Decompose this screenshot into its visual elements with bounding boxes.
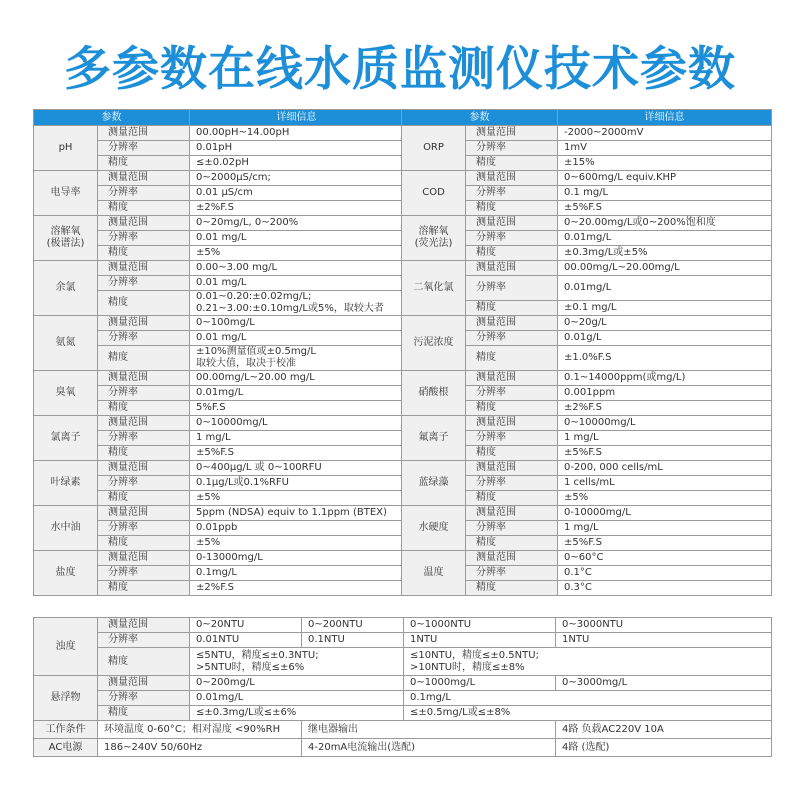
parameter-name-line: 溶解氧 [418,226,449,237]
sub-item: 测量范围 [98,416,190,431]
sub-item: 精度 [98,346,190,371]
parameter-name [34,261,98,316]
detail-value [404,648,772,676]
parameter-name-line: pH [58,142,73,153]
detail-value: ±5%F.S [558,446,772,461]
parameter-name [402,371,466,416]
parameter-name [402,461,466,506]
sub-item: 精度 [466,201,558,216]
parameter-name-line: (荧光法) [414,238,453,249]
sub-item: 分辨率 [98,231,190,246]
spec-table [33,109,771,756]
sub-item: 精度 [466,301,558,316]
detail-value: 0~20.00mg/L或0~200%饱和度 [558,216,772,231]
table-row [34,691,772,706]
table-row [402,171,772,186]
sub-item: 测量范围 [98,171,190,186]
sub-item: 分辨率 [98,476,190,491]
sub-item: 分辨率 [98,566,190,581]
sub-item: 分辨率 [466,476,558,491]
bottom-table [33,617,772,757]
detail-value: 5%F.S [190,401,404,416]
detail-value: 0-10000mg/L [558,506,772,521]
detail-value: ±2%F.S [190,581,404,596]
sub-item: 分辨率 [98,331,190,346]
parameter-name [402,171,466,216]
detail-value: -2000~2000mV [558,126,772,141]
detail-value: ±0.1 mg/L [558,301,772,316]
detail-value: 0.01g/L [558,331,772,346]
detail-value: 0.01 mg/L [190,276,404,291]
table-row [34,739,772,757]
left-spec-table [33,109,403,596]
footer-label-2: 4-20mA电流输出(选配) [302,739,556,757]
detail-value: ≤±0.02pH [190,156,404,171]
right-spec-table [401,109,771,596]
footer-value-2: 4路 负载AC220V 10A [556,721,772,739]
detail-value: 0.1mg/L [190,566,404,581]
sub-item: 分辨率 [98,521,190,536]
detail-value: 0~3000NTU [556,618,772,633]
detail-value: 0.01ppb [190,521,404,536]
parameter-name [402,316,466,371]
parameter-name-line: 温度 [423,567,444,578]
detail-value: 0~1000NTU [404,618,556,633]
parameter-name-line: 污泥浓度 [413,337,454,348]
detail-value-line: >5NTU时，精度≤±6% [196,661,305,673]
sub-item: 测量范围 [98,618,190,633]
detail-value: ±5% [190,491,404,506]
parameter-name [34,551,98,596]
table-row [34,371,404,386]
detail-value: 1NTU [556,633,772,648]
header-row [402,110,772,126]
detail-value: 0.1mg/L [404,691,772,706]
parameter-name-line: 蓝绿藻 [418,477,449,488]
parameter-name-line: 余氯 [55,282,76,293]
sub-item: 分辨率 [98,386,190,401]
table-row [34,216,404,231]
detail-value: 1 mg/L [558,521,772,536]
detail-value: 0~3000mg/L [556,676,772,691]
parameter-name-line: 氟离子 [418,432,449,443]
sub-item: 分辨率 [98,431,190,446]
detail-value: 0.01 μS/cm [190,186,404,201]
detail-value: ±5% [190,246,404,261]
sub-item: 分辨率 [466,186,558,201]
parameter-name-line: 氨氮 [55,337,76,348]
parameter-name-line: 电导率 [50,187,81,198]
detail-value: 0.1 mg/L [558,186,772,201]
parameter-name-line: ORP [423,142,444,153]
sub-item: 测量范围 [466,316,558,331]
parameter-name-line: 溶解氧 [50,226,81,237]
table-row [402,371,772,386]
detail-value: 00.00pH~14.00pH [190,126,404,141]
detail-value: 0~10000mg/L [190,416,404,431]
sub-item: 精度 [98,648,190,676]
parameter-name-line: 水硬度 [418,522,449,533]
detail-value-line: 0.01~0.20:±0.02mg/L; [196,291,312,302]
sub-item: 精度 [98,581,190,596]
table-row [402,216,772,231]
detail-value: ±0.3mg/L或±5% [558,246,772,261]
table-row [402,461,772,476]
table-row [34,633,772,648]
sub-item: 测量范围 [98,676,190,691]
sub-item: 精度 [98,536,190,551]
parameter-name [402,216,466,261]
sub-item: 测量范围 [466,261,558,276]
table-row [34,261,404,276]
detail-value: ≤±0.3mg/L或≤±6% [190,706,404,721]
detail-value: 5ppm (NDSA) equiv to 1.1ppm (BTEX) [190,506,404,521]
detail-value: ±2%F.S [558,401,772,416]
table-row [402,261,772,276]
table-row [34,506,404,521]
parameter-name [402,551,466,596]
sub-item: 测量范围 [98,461,190,476]
detail-value: 0.01 mg/L [190,231,404,246]
detail-value: 0~20mg/L, 0~200% [190,216,404,231]
detail-value: 1mV [558,141,772,156]
detail-value: ±5%F.S [190,446,404,461]
header-row [34,110,404,126]
sub-item: 分辨率 [98,141,190,156]
table-row [34,316,404,331]
left-table [33,109,404,596]
sub-item: 精度 [98,246,190,261]
footer-value: 环境温度 0-60°C；相对湿度 <90%RH [98,721,302,739]
detail-value: 00.00mg/L~20.00 mg/L [190,371,404,386]
parameter-name [34,216,98,261]
sub-item: 测量范围 [466,461,558,476]
detail-value: 0.01 mg/L [190,331,404,346]
sub-item: 精度 [466,581,558,596]
detail-value: 0.1°C [558,566,772,581]
detail-value: 0.01NTU [190,633,302,648]
detail-value: 0-200, 000 cells/mL [558,461,772,476]
sub-item: 测量范围 [98,371,190,386]
detail-value: 0.1μg/L或0.1%RFU [190,476,404,491]
parameter-name-line: COD [422,187,445,198]
sub-item: 测量范围 [98,261,190,276]
sub-item: 精度 [466,446,558,461]
parameter-name-line: 盐度 [55,567,76,578]
sub-item: 精度 [98,291,190,316]
detail-value-line: ≤5NTU，精度≤±0.3NTU; [196,649,319,661]
parameter-name-line: 水中油 [50,522,81,533]
detail-value: 0.01mg/L [190,691,404,706]
header-param: 参数 [34,110,190,126]
detail-value: 0~200NTU [302,618,404,633]
detail-value-line: 0.21~3.00:±0.10mg/L或5%，取较大者 [196,303,384,314]
sub-item: 测量范围 [98,506,190,521]
table-row [34,551,404,566]
detail-value: 0~400μg/L 或 0~100RFU [190,461,404,476]
sub-item: 分辨率 [466,521,558,536]
detail-value: 0.01pH [190,141,404,156]
detail-value: 0-13000mg/L [190,551,404,566]
sub-item: 精度 [98,201,190,216]
detail-value: 0.01mg/L [190,386,404,401]
footer-label: 工作条件 [34,721,98,739]
sub-item: 精度 [466,401,558,416]
table-row [34,721,772,739]
detail-value: ±2%F.S [190,201,404,216]
sub-item: 分辨率 [466,331,558,346]
detail-value: 0.1~14000ppm(或mg/L) [558,371,772,386]
detail-value: 0.01mg/L [558,276,772,301]
table-row [402,551,772,566]
footer-value-2: 4路 (选配) [556,739,772,757]
parameter-name [34,371,98,416]
sub-item: 精度 [98,491,190,506]
header-detail: 详细信息 [558,110,772,126]
parameter-name-line: (极谱法) [46,238,85,249]
detail-value: ±5%F.S [558,201,772,216]
parameter-name [34,506,98,551]
table-row [34,648,772,676]
sub-item: 测量范围 [466,371,558,386]
parameter-name: 浊度 [34,618,98,676]
sub-item: 测量范围 [98,551,190,566]
table-row [402,506,772,521]
detail-value: 00.00mg/L~20.00mg/L [558,261,772,276]
table-row [34,171,404,186]
sub-item: 测量范围 [98,126,190,141]
parameter-name [34,416,98,461]
parameter-name-line: 硝酸根 [418,387,449,398]
detail-value: 1 mg/L [190,431,404,446]
sub-item: 精度 [466,346,558,371]
detail-value: 0~60°C [558,551,772,566]
sub-item: 分辨率 [466,276,558,301]
sub-item: 测量范围 [466,416,558,431]
detail-value-line: ±10%测量值或±0.5mg/L [196,346,316,357]
parameter-name-line: 氯离子 [50,432,81,443]
parameter-name-line: 二氧化氯 [413,282,454,293]
sub-item: 测量范围 [98,316,190,331]
sub-item: 测量范围 [98,216,190,231]
parameter-name [402,416,466,461]
table-row [34,126,404,141]
sub-item: 测量范围 [466,216,558,231]
detail-value: ±5%F.S [558,536,772,551]
sub-item: 精度 [98,156,190,171]
sub-item: 测量范围 [466,506,558,521]
right-table [401,109,772,596]
sub-item: 测量范围 [466,551,558,566]
detail-value: 0~2000μS/cm; [190,171,404,186]
detail-value-line: >10NTU时，精度≤±8% [410,661,525,673]
detail-value-line: 取较大值，取决于校准 [196,358,296,369]
detail-value: ≤±0.5mg/L或≤±8% [404,706,772,721]
detail-value: 0.3°C [558,581,772,596]
sub-item: 精度 [98,446,190,461]
detail-value: 1 cells/mL [558,476,772,491]
detail-value: 1NTU [404,633,556,648]
sub-item: 分辨率 [98,276,190,291]
parameter-name [402,261,466,316]
sub-item: 分辨率 [466,566,558,581]
parameter-name: 悬浮物 [34,676,98,721]
table-row [34,706,772,721]
sub-item: 分辨率 [98,691,190,706]
sub-item: 分辨率 [98,186,190,201]
parameter-name-line: 臭氧 [55,387,76,398]
sub-item: 测量范围 [466,126,558,141]
sub-item: 精度 [98,401,190,416]
header-detail: 详细信息 [190,110,404,126]
detail-value: 0~1000mg/L [404,676,556,691]
detail-value: 0~200mg/L [190,676,404,691]
table-row [34,416,404,431]
detail-value [190,291,404,316]
table-row [402,126,772,141]
detail-value: ±1.0%F.S [558,346,772,371]
page-title: 多参数在线水质监测仪技术参数 [64,42,736,97]
detail-value: 0~20NTU [190,618,302,633]
detail-value [190,346,404,371]
table-row [34,676,772,691]
sub-item: 精度 [466,491,558,506]
footer-label: AC电源 [34,739,98,757]
header-param: 参数 [402,110,558,126]
parameter-name [402,126,466,171]
detail-value: 0~100mg/L [190,316,404,331]
table-row [34,618,772,633]
table-row [402,416,772,431]
detail-value: 0~10000mg/L [558,416,772,431]
detail-value [190,648,404,676]
detail-value: 0~20g/L [558,316,772,331]
detail-value: ±5% [558,491,772,506]
detail-value: 0.001ppm [558,386,772,401]
sub-item: 精度 [466,246,558,261]
sub-item: 分辨率 [466,431,558,446]
sub-item: 分辨率 [466,141,558,156]
detail-value: 0.01mg/L [558,231,772,246]
parameter-name [402,506,466,551]
detail-value: 0~600mg/L equiv.KHP [558,171,772,186]
parameter-name [34,126,98,171]
sub-item: 精度 [466,536,558,551]
sub-item: 精度 [98,706,190,721]
table-row [402,316,772,331]
detail-value: ±5% [190,536,404,551]
detail-value: 0.1NTU [302,633,404,648]
detail-value: 1 mg/L [558,431,772,446]
footer-value: 186~240V 50/60Hz [98,739,302,757]
sub-item: 分辨率 [466,386,558,401]
sub-item: 精度 [466,156,558,171]
sub-item: 测量范围 [466,171,558,186]
parameter-name [34,461,98,506]
detail-value: ±15% [558,156,772,171]
sub-item: 分辨率 [98,633,190,648]
detail-value-line: ≤10NTU，精度≤±0.5NTU; [410,649,539,661]
detail-value: 0.00~3.00 mg/L [190,261,404,276]
footer-label-2: 继电器输出 [302,721,556,739]
parameter-name-line: 叶绿素 [50,477,81,488]
table-row [34,461,404,476]
parameter-name [34,171,98,216]
sub-item: 分辨率 [466,231,558,246]
parameter-name [34,316,98,371]
